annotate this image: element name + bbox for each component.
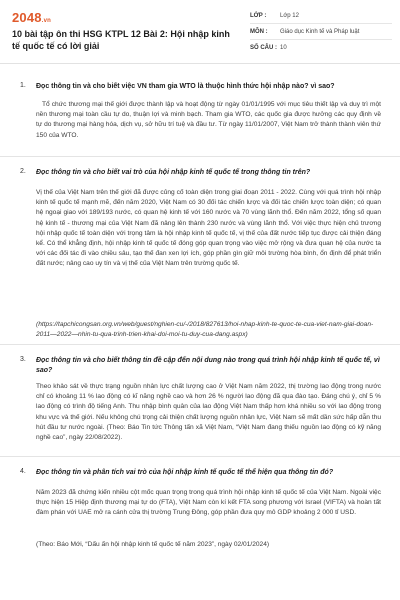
answer-text: Theo khảo sát về thực trạng nguồn nhân lực chất lượng cao ở Việt Nam năm 2022, thị trường lao động trong nước chỉ có khoảng 11 % lao động có kĩ năng nghề cao và hơn 26 % người lao động đã qua đào tạo. Đáng chú ý, chỉ 5 % lao động có trình độ tiếng Anh. Thu nhập bình quân của lao động Việt Nam thấp hơn khá nhiều so với lao động trong khu vực và thế giới. Nếu không chú trọng cải thiện chất lượng nguồn nhân lực, Việt Nam sẽ mất dần sức hấp dẫn thu hút đầu tư nước ngoài. (Theo: Báo Tin tức Thông tấn xã Việt Nam, “Việt Nam đang thiếu nguồn lao động có kỹ năng nghề cao”, ngày 22/08/2022). (36, 383, 381, 442)
meta-value: 10 (280, 45, 287, 51)
meta-value: Giáo dục Kinh tế và Pháp luật (280, 28, 360, 35)
answer-text: Vị thế của Việt Nam trên thế giới đã được củng cố toàn diện trong giai đoạn 2011 - 2022. Cùng với quá trình hội nhập kinh tế quốc tế mạnh mẽ, đến năm 2020, Việt Nam có 30 đối tác chiến lược và đối tác chiến lược toàn diện; có quan hệ ngoại giao với 189/193 nước, có quan hệ kinh tế với 160 nước và 70 vùng lãnh thổ. Đến năm 2022, tổng số quan hệ kinh tế - thương mại của Việt Nam đã nâng lên thành 230 nước và vùng lãnh thổ. Với việc thực hiện chủ trương hội nhập quốc tế toàn diện với trọng tâm là hội nhập kinh tế quốc tế, vị thế của đất nước tiếp tục được cải thiện đáng kể. Có thể khẳng định, hội nhập kinh tế quốc tế đóng góp quan trọng vào việc mở rộng và đưa quan hệ của nước ta với các đối tác đi vào chiều sâu, tạo thế đan xen lợi ích, góp phần gìn giữ môi trường hòa bình, ổn định để phát triển đất nước; nâng cao uy tín và vị thế của Việt Nam trên trường quốc tế. (36, 189, 381, 268)
meta-value: Lớp 12 (280, 12, 299, 19)
meta-row-count (250, 40, 392, 56)
meta-row-subject (250, 24, 392, 40)
question-text: Đọc thông tin và cho biết việc VN tham gia WTO là thuộc hình thức hội nhập nào? vì sao? (36, 83, 335, 90)
site-logo[interactable]: 2048.vn (12, 10, 52, 25)
question-number: 4. (20, 468, 26, 475)
question-number: 3. (20, 356, 26, 363)
answer-source: (Theo: Báo Mới, “Dấu ấn hội nhập kinh tế quốc tế năm 2023”, ngày 02/01/2024) (36, 541, 270, 548)
divider (0, 156, 400, 157)
document-meta (250, 8, 392, 56)
question-text: Đọc thông tin và cho biết thông tin đề cập đến nội dung nào trong quá trình hội nhập kinh tế quốc tế, vì sao? (36, 357, 380, 374)
question-text: Đọc thông tin và cho biết vai trò của hội nhập kinh tế quốc tế trong thông tin trên? (36, 169, 311, 176)
meta-label: LỚP : (250, 12, 267, 19)
meta-row-class (250, 8, 392, 24)
document-header (0, 0, 400, 64)
meta-label: MÔN : (250, 28, 268, 35)
question-number: 1. (20, 82, 26, 89)
question-number: 2. (20, 168, 26, 175)
divider (0, 344, 400, 345)
answer-source: (https://tapchicongsan.org.vn/web/guest/nghien-cu/-/2018/827613/hoi-nhap-kinh-te-quoc-te-cua-viet-nam-giai-doan-2011—2022—nhin-tu-qua-trinh-trien-khai-doi-moi-tu-duy-cua-dang.aspx) (36, 321, 374, 339)
document-title: 10 bài tập ôn thi HSG KTPL 12 Bài 2: Hội nhập kinh tế quốc tế có lời giải (12, 29, 230, 51)
meta-label: SỐ CÂU : (250, 45, 277, 51)
divider (0, 456, 400, 457)
answer-text: Tổ chức thương mại thế giới được thành lập và hoạt động từ ngày 01/01/1995 với mục tiêu thiết lập và duy trì một nền thương mại toàn cầu tự do, thuận lợi và minh bạch. Tham gia WTO, các quốc gia được hưởng các quy định về tự do thương mại hàng hóa, dịch vụ, sở hữu trí tuệ và đầu tư. Từ ngày 11/01/2007, Việt Nam trở thành thành viên thứ 150 của WTO. (36, 101, 381, 139)
answer-text: Năm 2023 đã chứng kiến nhiều cột mốc quan trọng trong quá trình hội nhập kinh tế quốc tế của Việt Nam. Ngoài việc thực hiện 15 Hiệp định thương mại tự do (FTA), Việt Nam còn kí kết FTA song phương với Israel (VIFTA) và hoàn tất đàm phán với UAE mở ra cánh cửa thị trường Trung Đông, góp phần đưa quy mô GDP khoảng 2 000 tỉ USD. (36, 489, 381, 517)
question-text: Đọc thông tin và phân tích vai trò của hội nhập kinh tế quốc tế thể hiện qua thông tin đó? (36, 469, 334, 476)
